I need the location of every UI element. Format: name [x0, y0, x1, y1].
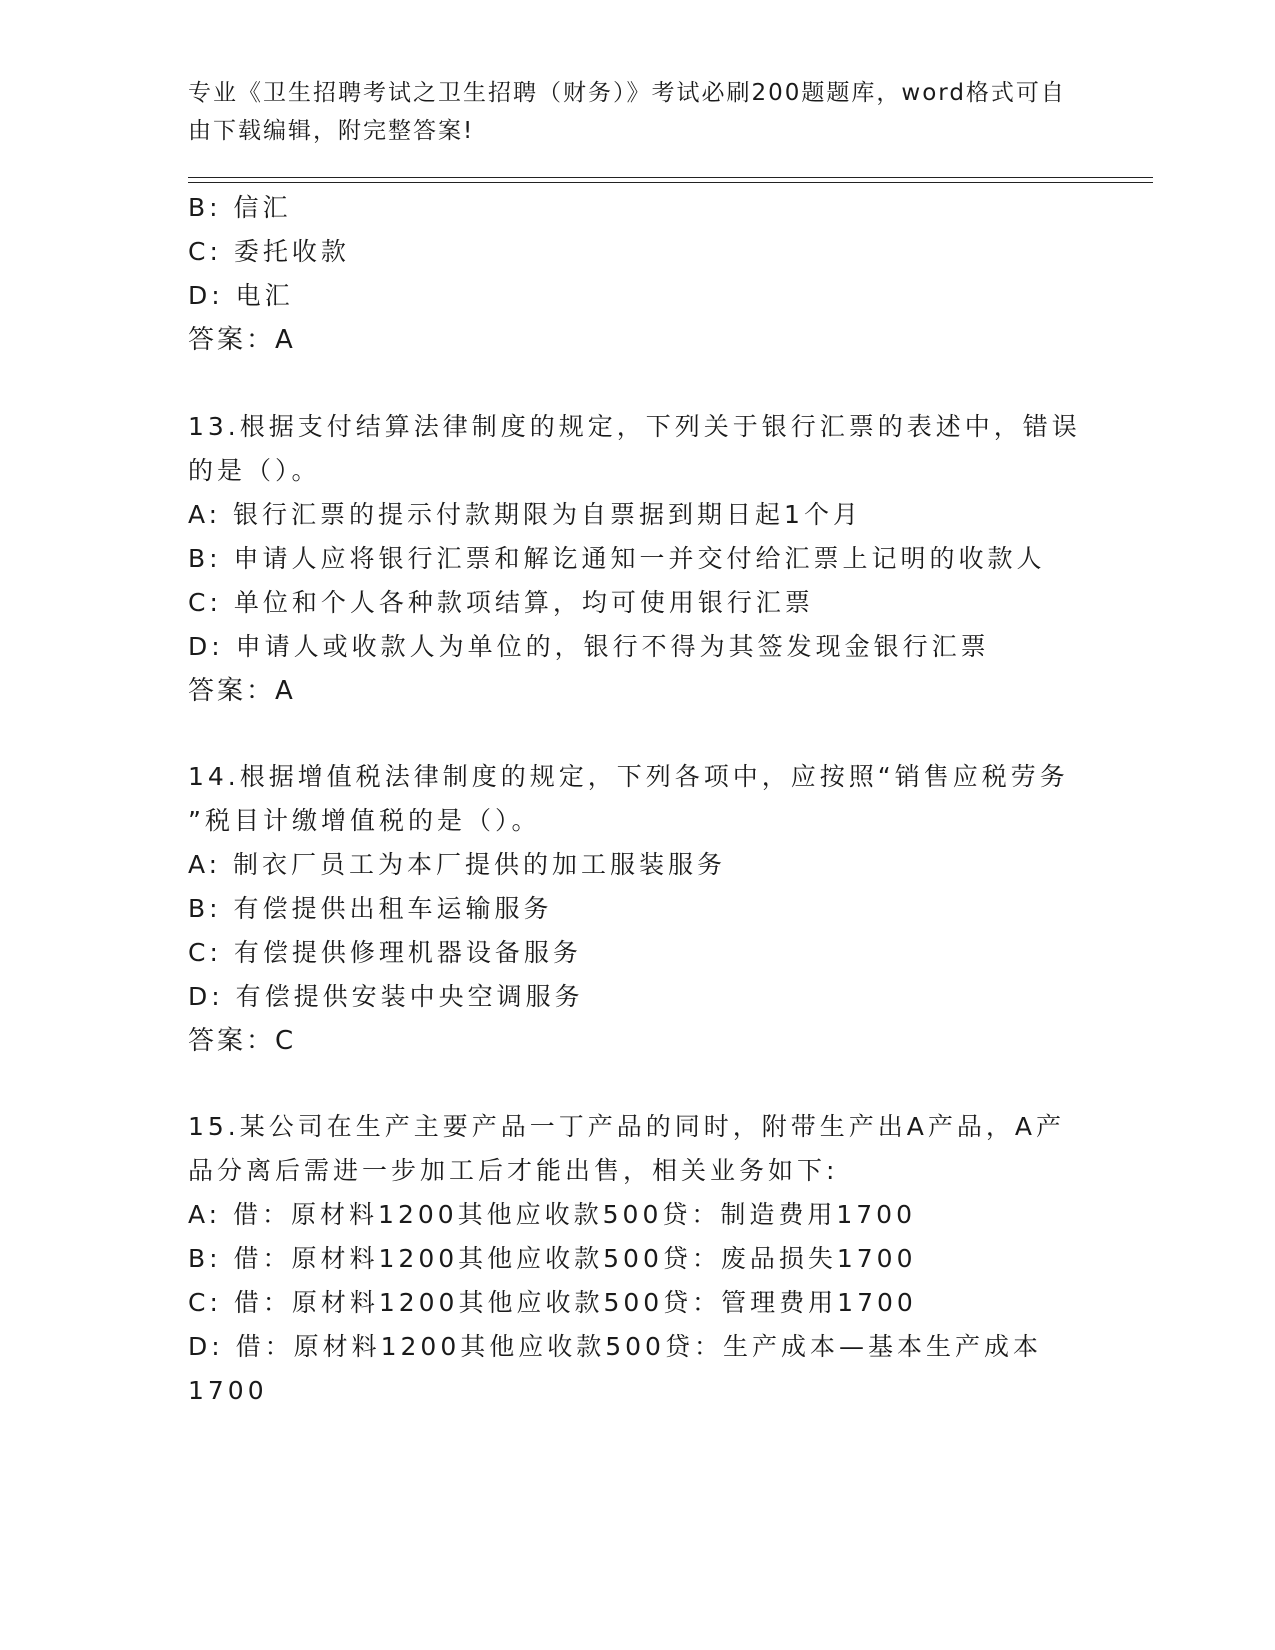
q13-stem-line1: 13.根据支付结算法律制度的规定，下列关于银行汇票的表述中，错误: [188, 412, 1081, 441]
q13-answer: 答案：A: [188, 676, 296, 706]
q14-option-d: D: 有偿提供安装中央空调服务: [188, 982, 584, 1011]
q13-option-b: B: 申请人应将银行汇票和解讫通知一并交付给汇票上记明的收款人: [188, 544, 1046, 573]
q12-option-d: D: 电汇: [188, 281, 294, 310]
q12-option-c: C: 委托收款: [188, 237, 350, 266]
q13-option-a: A: 银行汇票的提示付款期限为自票据到期日起1个月: [188, 500, 862, 529]
q14-option-c: C: 有偿提供修理机器设备服务: [188, 938, 582, 967]
q15-stem-line1: 15.某公司在生产主要产品一丁产品的同时，附带生产出A产品，A产: [188, 1112, 1065, 1141]
q15-option-a: A: 借：原材料1200其他应收款500贷：制造费用1700: [188, 1200, 916, 1229]
q15-stem-line2: 品分离后需进一步加工后才能出售，相关业务如下:: [188, 1156, 839, 1185]
header-rule-top: [188, 177, 1153, 178]
q14-option-a: A: 制衣厂员工为本厂提供的加工服装服务: [188, 850, 727, 879]
q13-option-c: C: 单位和个人各种款项结算，均可使用银行汇票: [188, 588, 814, 617]
document-header: 专业《卫生招聘考试之卫生招聘（财务）》考试必刷200题题库，word格式可自由下载编辑，附完整答案!: [188, 80, 1066, 144]
q12-option-b: B: 信汇: [188, 193, 292, 222]
q15-option-c: C: 借：原材料1200其他应收款500贷：管理费用1700: [188, 1288, 917, 1317]
q12-answer: 答案：A: [188, 325, 296, 355]
header-rule-bottom: [188, 182, 1153, 183]
q14-answer: 答案：C: [188, 1026, 297, 1056]
q15-option-b: B: 借：原材料1200其他应收款500贷：废品损失1700: [188, 1244, 917, 1273]
q14-stem-line2: ”税目计缴增值税的是（）。: [188, 806, 541, 835]
q14-stem-line1: 14.根据增值税法律制度的规定，下列各项中，应按照“销售应税劳务: [188, 762, 1069, 791]
q13-option-d: D: 申请人或收款人为单位的，银行不得为其签发现金银行汇票: [188, 632, 990, 661]
q15-option-d-line2: 1700: [188, 1376, 268, 1405]
q14-option-b: B: 有偿提供出租车运输服务: [188, 894, 553, 923]
q13-stem-line2: 的是（）。: [188, 456, 321, 485]
q15-option-d-line1: D: 借：原材料1200其他应收款500贷：生产成本—基本生产成本: [188, 1332, 1042, 1361]
